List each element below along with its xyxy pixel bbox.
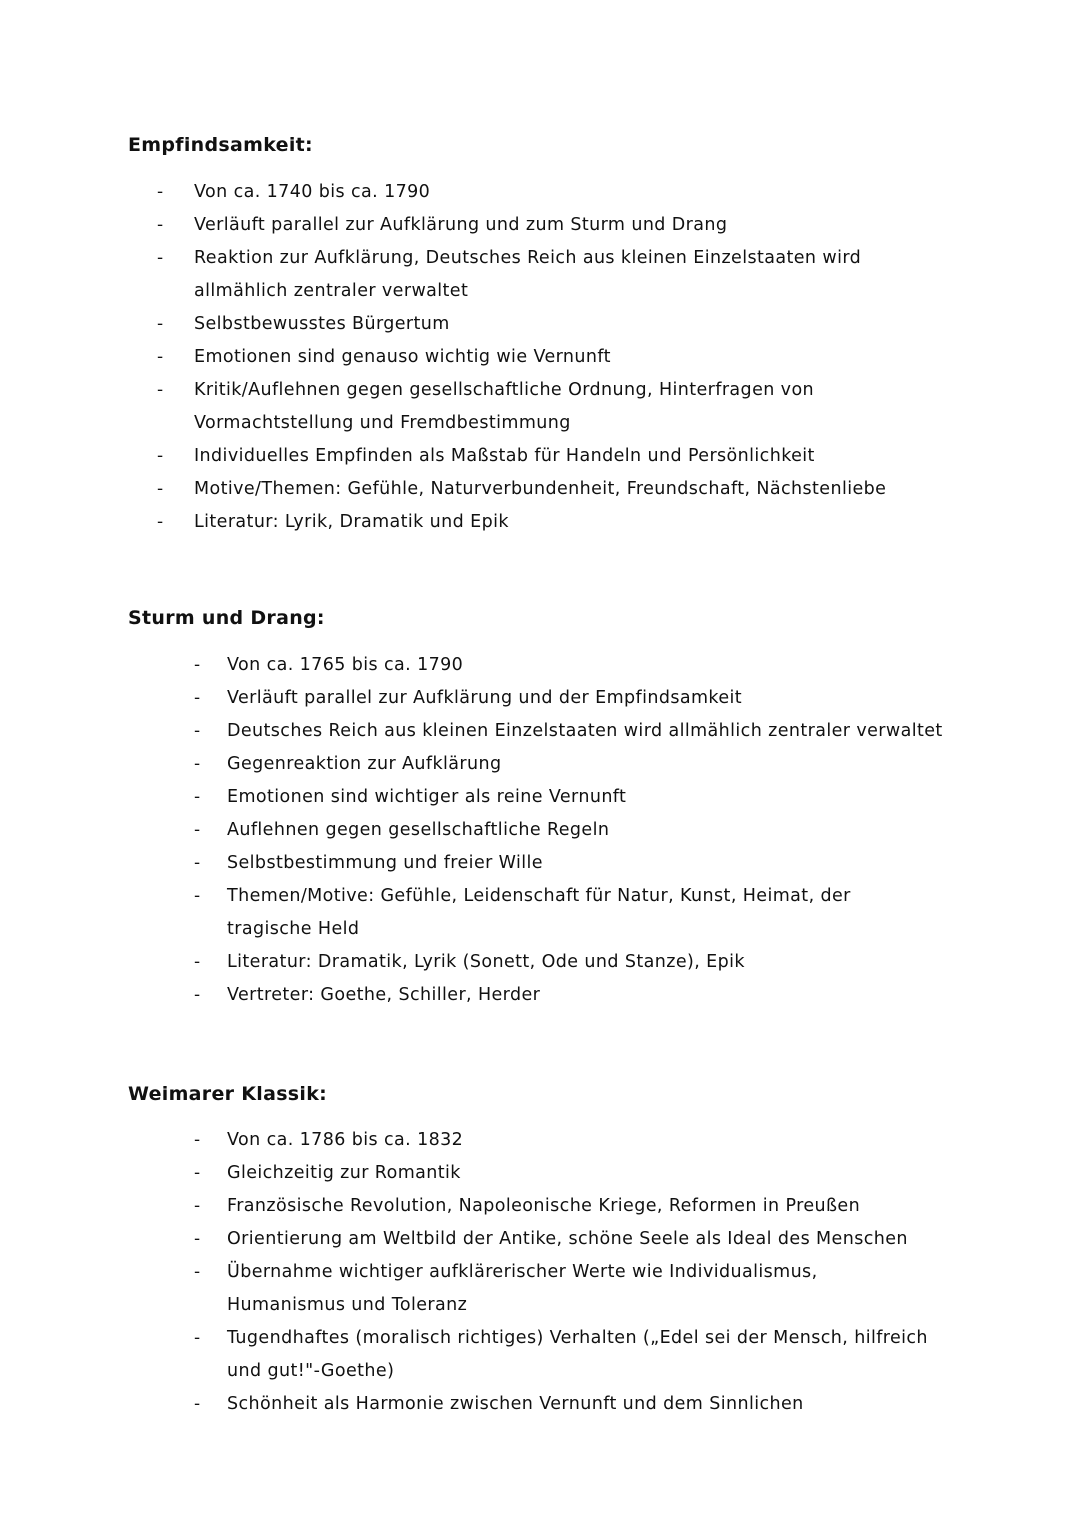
dash-bullet: - — [194, 820, 201, 840]
list-item: - Verläuft parallel zur Aufklärung und zum Sturm und Drang — [194, 209, 934, 242]
section-heading: Sturm und Drang: — [128, 607, 325, 629]
dash-bullet: - — [194, 754, 201, 774]
dash-bullet: - — [194, 1196, 201, 1216]
dash-bullet: - — [157, 215, 164, 235]
list-item: - Gleichzeitig zur Romantik — [227, 1157, 967, 1190]
dash-bullet: - — [194, 1394, 201, 1414]
bullet-list — [194, 649, 967, 1012]
list-item: - Von ca. 1765 bis ca. 1790 — [227, 649, 967, 682]
list-item: - Auflehnen gegen gesellschaftliche Regeln — [227, 814, 967, 847]
list-item: - Emotionen sind genauso wichtig wie Vernunft — [194, 341, 934, 374]
bullet-list — [157, 176, 934, 539]
dash-bullet: - — [157, 380, 164, 400]
dash-bullet: - — [194, 886, 201, 906]
bullet-list — [194, 1124, 967, 1421]
list-item: - Kritik/Auflehnen gegen gesellschaftliche Ordnung, Hinterfragen von Vormachtstellung und Fremdbestimmung — [194, 374, 844, 440]
list-item: - Französische Revolution, Napoleonische Kriege, Reformen in Preußen — [227, 1190, 967, 1223]
dash-bullet: - — [157, 446, 164, 466]
dash-bullet: - — [194, 1328, 201, 1348]
dash-bullet: - — [194, 952, 201, 972]
list-item: - Literatur: Lyrik, Dramatik und Epik — [194, 506, 934, 539]
dash-bullet: - — [194, 853, 201, 873]
dash-bullet: - — [194, 1130, 201, 1150]
list-item: - Tugendhaftes (moralisch richtiges) Verhalten („Edel sei der Mensch, hilfreich und gut!"-Goethe) — [227, 1322, 942, 1388]
dash-bullet: - — [157, 182, 164, 202]
list-item: - Emotionen sind wichtiger als reine Vernunft — [227, 781, 967, 814]
list-item: - Verläuft parallel zur Aufklärung und der Empfindsamkeit — [227, 682, 967, 715]
dash-bullet: - — [194, 721, 201, 741]
list-item: - Reaktion zur Aufklärung, Deutsches Reich aus kleinen Einzelstaaten wird allmählich zentraler verwaltet — [194, 242, 884, 308]
dash-bullet: - — [157, 512, 164, 532]
list-item: - Orientierung am Weltbild der Antike, schöne Seele als Ideal des Menschen — [227, 1223, 967, 1256]
section-heading: Empfindsamkeit: — [128, 134, 313, 156]
list-item: - Übernahme wichtiger aufklärerischer Werte wie Individualismus, Humanismus und Toleranz — [227, 1256, 927, 1322]
dash-bullet: - — [194, 1163, 201, 1183]
dash-bullet: - — [194, 655, 201, 675]
dash-bullet: - — [157, 479, 164, 499]
list-item: - Vertreter: Goethe, Schiller, Herder — [227, 979, 967, 1012]
dash-bullet: - — [194, 1262, 201, 1282]
list-item: - Themen/Motive: Gefühle, Leidenschaft für Natur, Kunst, Heimat, der tragische Held — [227, 880, 887, 946]
list-item: - Von ca. 1740 bis ca. 1790 — [194, 176, 934, 209]
dash-bullet: - — [194, 688, 201, 708]
list-item: - Selbstbestimmung und freier Wille — [227, 847, 967, 880]
section-heading: Weimarer Klassik: — [128, 1083, 328, 1105]
dash-bullet: - — [194, 787, 201, 807]
list-item: - Schönheit als Harmonie zwischen Vernunft und dem Sinnlichen — [227, 1388, 967, 1421]
list-item: - Gegenreaktion zur Aufklärung — [227, 748, 967, 781]
list-item: - Von ca. 1786 bis ca. 1832 — [227, 1124, 967, 1157]
list-item: - Deutsches Reich aus kleinen Einzelstaaten wird allmählich zentraler verwaltet — [227, 715, 967, 748]
list-item: - Motive/Themen: Gefühle, Naturverbundenheit, Freundschaft, Nächstenliebe — [194, 473, 934, 506]
list-item: - Selbstbewusstes Bürgertum — [194, 308, 934, 341]
dash-bullet: - — [157, 347, 164, 367]
list-item: - Individuelles Empfinden als Maßstab für Handeln und Persönlichkeit — [194, 440, 934, 473]
dash-bullet: - — [157, 248, 164, 268]
list-item: - Literatur: Dramatik, Lyrik (Sonett, Ode und Stanze), Epik — [227, 946, 967, 979]
dash-bullet: - — [194, 985, 201, 1005]
dash-bullet: - — [157, 314, 164, 334]
dash-bullet: - — [194, 1229, 201, 1249]
